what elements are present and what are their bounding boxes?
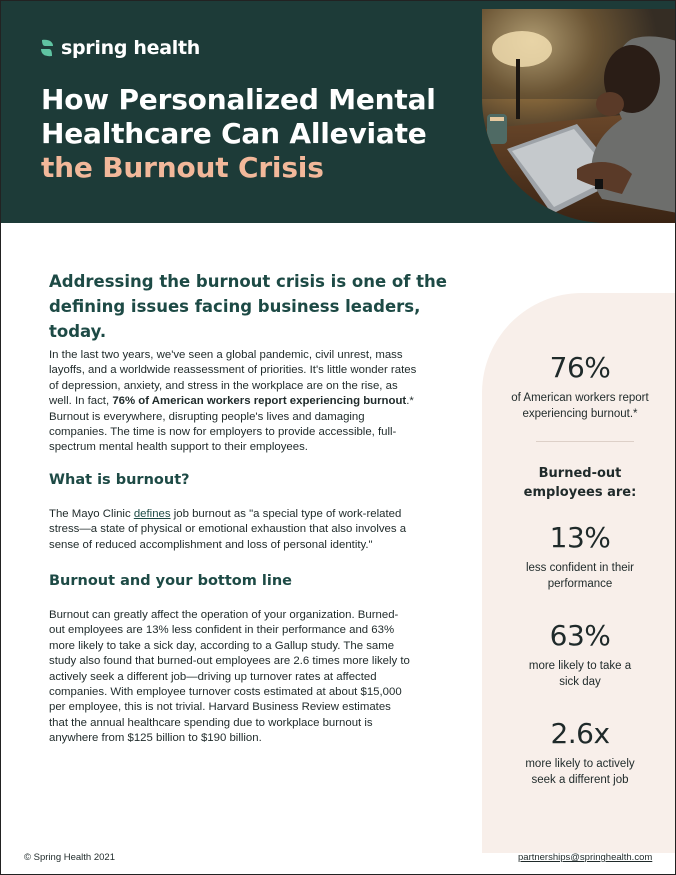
leaf-logo-icon — [39, 38, 55, 58]
contact-email-link[interactable]: partnerships@springhealth.com — [518, 852, 653, 863]
intro-text: In the last two years, we've seen a global pandemic, civil unrest, mass layoffs, and a worldwide reassessment of priorities. It's little wonder rates of depression, anxiety, and stress in the workplace are on the rise, as well. In fact, — [49, 349, 417, 408]
intro-paragraph — [49, 348, 417, 456]
lead-line-1: Addressing the burnout crisis is one of the — [49, 272, 447, 291]
what-is-burnout-heading: What is burnout? — [49, 472, 190, 488]
copyright: © Spring Health 2021 — [24, 852, 115, 863]
stat-description: more likely to actively seek a different job — [525, 758, 635, 786]
stat-less-confident — [482, 521, 676, 592]
intro-text-end: .* Burnout is everywhere, disrupting people's lives and damaging companies. The time is now for employers to provide accessible, full-spectrum mental health support to their employees. — [49, 395, 414, 454]
divider — [536, 441, 634, 442]
stat-value: 63% — [549, 619, 611, 652]
subhead-line-1: Burned-out — [538, 466, 622, 481]
logo — [39, 37, 200, 59]
definition-text-end: job burnout as "a special type of work-related stress—a state of physical or emotional exhaustion that also involves a sense of reduced accomplishment and loss of personal identity." — [49, 508, 407, 551]
stat-seek-job — [482, 717, 676, 788]
title-line-3: the Burnout Crisis — [41, 151, 324, 184]
definition-paragraph — [49, 507, 417, 553]
intro-bold-stat: 76% of American workers report experiencing burnout — [112, 395, 407, 408]
subhead-line-2: employees are: — [523, 485, 637, 500]
stats-panel — [482, 293, 676, 853]
title-line-1: How Personalized Mental — [41, 83, 436, 116]
lead-line-2: defining issues facing business leaders, today. — [49, 297, 421, 341]
stat-description: more likely to take a sick day — [528, 660, 632, 688]
bottom-line-paragraph: Burnout can greatly affect the operation of your organization. Burned-out employees are 13% less confident in their performance and 63% more likely to take a sick day, according to a Gallup study. The same study also found that burned-out employees are 2.6 times more likely to actively seek a different job—driving up turnover rates at affected companies. With employee turnover costs estimated at about $15,000 per employee, this is not trivial. Harvard Business Review estimates that the annual healthcare spending due to workplace burnout is anywhere from $125 billion to $190 billion. — [49, 609, 410, 745]
page-title — [41, 83, 471, 185]
definition-text: The Mayo Clinic — [49, 508, 134, 520]
stat-value: 76% — [549, 351, 611, 384]
logo-text: spring health — [61, 37, 200, 59]
stat-description: less confident in their performance — [525, 562, 635, 590]
stat-value: 2.6x — [550, 717, 610, 750]
stat-description: of American workers report experiencing burnout.* — [511, 392, 649, 420]
stat-value: 13% — [549, 521, 611, 554]
stat-burnout-rate — [482, 351, 676, 422]
bottom-line-heading: Burnout and your bottom line — [49, 573, 293, 589]
defines-link[interactable]: defines — [133, 508, 171, 520]
stat-sick-day — [482, 619, 676, 690]
title-line-2: Healthcare Can Alleviate — [41, 117, 427, 150]
burned-out-subhead — [482, 464, 676, 502]
lead-heading — [49, 269, 459, 344]
